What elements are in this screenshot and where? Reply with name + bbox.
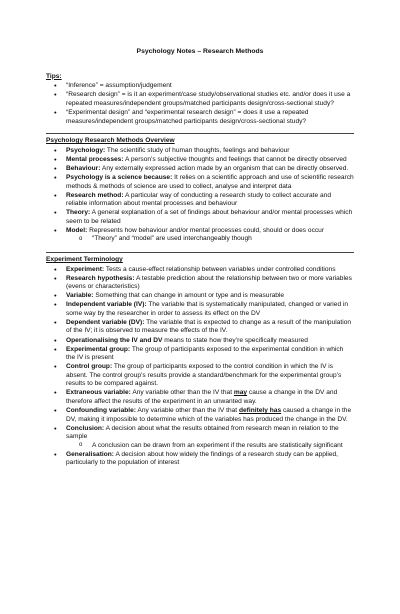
definition: A particular way of conducting a research study to collect accurate and reliable information about mental processes and behaviour bbox=[66, 191, 331, 208]
term: Independent variable (IV): bbox=[66, 301, 147, 309]
term: Mental processes: bbox=[66, 155, 124, 163]
term: Conclusion: bbox=[66, 424, 105, 432]
list-item bbox=[66, 407, 354, 424]
term: Experiment: bbox=[66, 265, 105, 273]
definition: The variable that is systematically manipulated, changed or varied in some way by the researcher in order to assess its effect on the DV bbox=[66, 301, 349, 317]
sub-list-item: o “Theory” and “model” are used interchangeably though bbox=[92, 235, 354, 244]
list-item bbox=[66, 301, 354, 318]
sub-list bbox=[66, 235, 354, 244]
emphasis: may bbox=[233, 389, 248, 397]
list-item bbox=[66, 389, 354, 406]
list-item: • “Experimental design” and “experimental research design” = does it use a repeated measures/independent groups/matched participants design/cross-sectional study? bbox=[66, 109, 354, 126]
term: Research hypothesis: bbox=[66, 274, 135, 282]
definition: means to state how they’re specifically measured bbox=[162, 336, 308, 344]
definition-part: Any variable other than the IV that bbox=[130, 389, 234, 397]
term: Behaviour: bbox=[66, 164, 101, 172]
list-item bbox=[66, 337, 354, 346]
definition: Something that can change in amount or type and is measurable bbox=[93, 292, 285, 300]
experiment-section bbox=[46, 256, 354, 468]
term: Model: bbox=[66, 226, 88, 234]
list-item bbox=[66, 174, 354, 191]
definition-part: Any variable other than the IV that bbox=[135, 407, 239, 415]
definition: Represents how behaviour and/or mental processes could, should or does occur bbox=[87, 226, 325, 234]
overview-section bbox=[46, 137, 354, 244]
list-item bbox=[66, 266, 354, 275]
list-item bbox=[66, 156, 354, 165]
definition-part: cause a change in the DV and therefore affect the results of the experiment in an unwanted way. bbox=[66, 389, 338, 405]
list-item: • “Inference” = assumption/judgement bbox=[66, 82, 354, 91]
list-item bbox=[66, 292, 354, 301]
tips-heading: Tips: bbox=[46, 72, 62, 80]
list-item bbox=[66, 147, 354, 156]
tips-list bbox=[46, 82, 354, 126]
definition: The group of participants exposed to the experimental condition in which the IV is present bbox=[66, 345, 344, 362]
list-item bbox=[66, 451, 354, 468]
definition: Any externally expressed action made by an organism that can be directly observed. bbox=[100, 164, 349, 172]
term: Operationalising the IV and DV bbox=[66, 336, 163, 344]
section-divider bbox=[46, 252, 354, 253]
list-item bbox=[66, 346, 354, 363]
definition: It relies on a scientific approach and use of scientific research methods & methods of science are used to collect, analyse and interpret data bbox=[66, 173, 354, 190]
term: Research method: bbox=[66, 191, 124, 199]
definition: A person’s subjective thoughts and feelings that cannot be directly observed bbox=[123, 155, 347, 163]
definition: A decision about how widely the findings of a research study can be applied, particularly to the population of interest bbox=[66, 450, 338, 467]
term: Psychology: bbox=[66, 146, 106, 154]
experiment-heading: Experiment Terminology bbox=[46, 255, 123, 263]
definition: The variable that is expected to change as a result of the manipulation of the IV; it is observed to measure the effects of the IV. bbox=[66, 318, 352, 335]
term: Control group: bbox=[66, 363, 113, 371]
list-item bbox=[66, 192, 354, 209]
definition-part: caused a change in the DV, making it impossible to determine which of the variables has produced the change in the DV. bbox=[66, 407, 352, 423]
list-item bbox=[66, 165, 354, 174]
term: Variable: bbox=[66, 292, 94, 300]
term: Experimental group: bbox=[66, 345, 131, 353]
list-item bbox=[66, 227, 354, 244]
page-title: Psychology Notes – Research Methods bbox=[136, 48, 264, 55]
term: Extraneous variable: bbox=[66, 389, 131, 397]
list-item bbox=[66, 425, 354, 451]
term: Dependent variable (DV): bbox=[66, 318, 145, 326]
definition: A testable prediction about the relationship between two or more variables (evens or characteristics) bbox=[66, 274, 352, 291]
list-item bbox=[66, 319, 354, 336]
experiment-list bbox=[46, 266, 354, 468]
emphasis: definitely has bbox=[238, 407, 282, 415]
overview-heading: Psychology Research Methods Overview bbox=[46, 137, 175, 145]
overview-list bbox=[46, 147, 354, 244]
definition: Tests a cause-effect relationship between variables under controlled conditions bbox=[104, 265, 336, 273]
definition: A general explanation of a set of findings about behaviour and/or mental processes which seem to be related bbox=[66, 209, 353, 225]
definition: A decision about what the results obtained from research mean in relation to the sample bbox=[66, 424, 339, 441]
definition: The group of participants exposed to the control condition in which the IV is absent. The control group’s results provide a standard/benchmark for the experimental group’s results to be compared against. bbox=[66, 363, 342, 388]
definition: The scientific study of human thoughts, feelings and behaviour bbox=[105, 146, 290, 154]
section-divider bbox=[46, 133, 354, 134]
term: Confounding variable: bbox=[66, 407, 136, 415]
term: Generalisation: bbox=[66, 450, 115, 458]
tips-section bbox=[46, 73, 354, 126]
document-page bbox=[0, 48, 400, 614]
list-item: • “Research design” = is it an experiment/case study/observational studies etc. and/or does it use a repeated measures/independent groups/matched participants design/cross-sectional study? bbox=[66, 91, 354, 108]
list-item bbox=[66, 363, 354, 389]
sub-list-item: o A conclusion can be drawn from an experiment if the results are statistically significant bbox=[92, 442, 354, 451]
term: Theory: bbox=[66, 209, 91, 217]
list-item bbox=[66, 275, 354, 292]
sub-list bbox=[66, 442, 354, 451]
list-item bbox=[66, 209, 354, 226]
term: Psychology is a science because: bbox=[66, 173, 173, 181]
